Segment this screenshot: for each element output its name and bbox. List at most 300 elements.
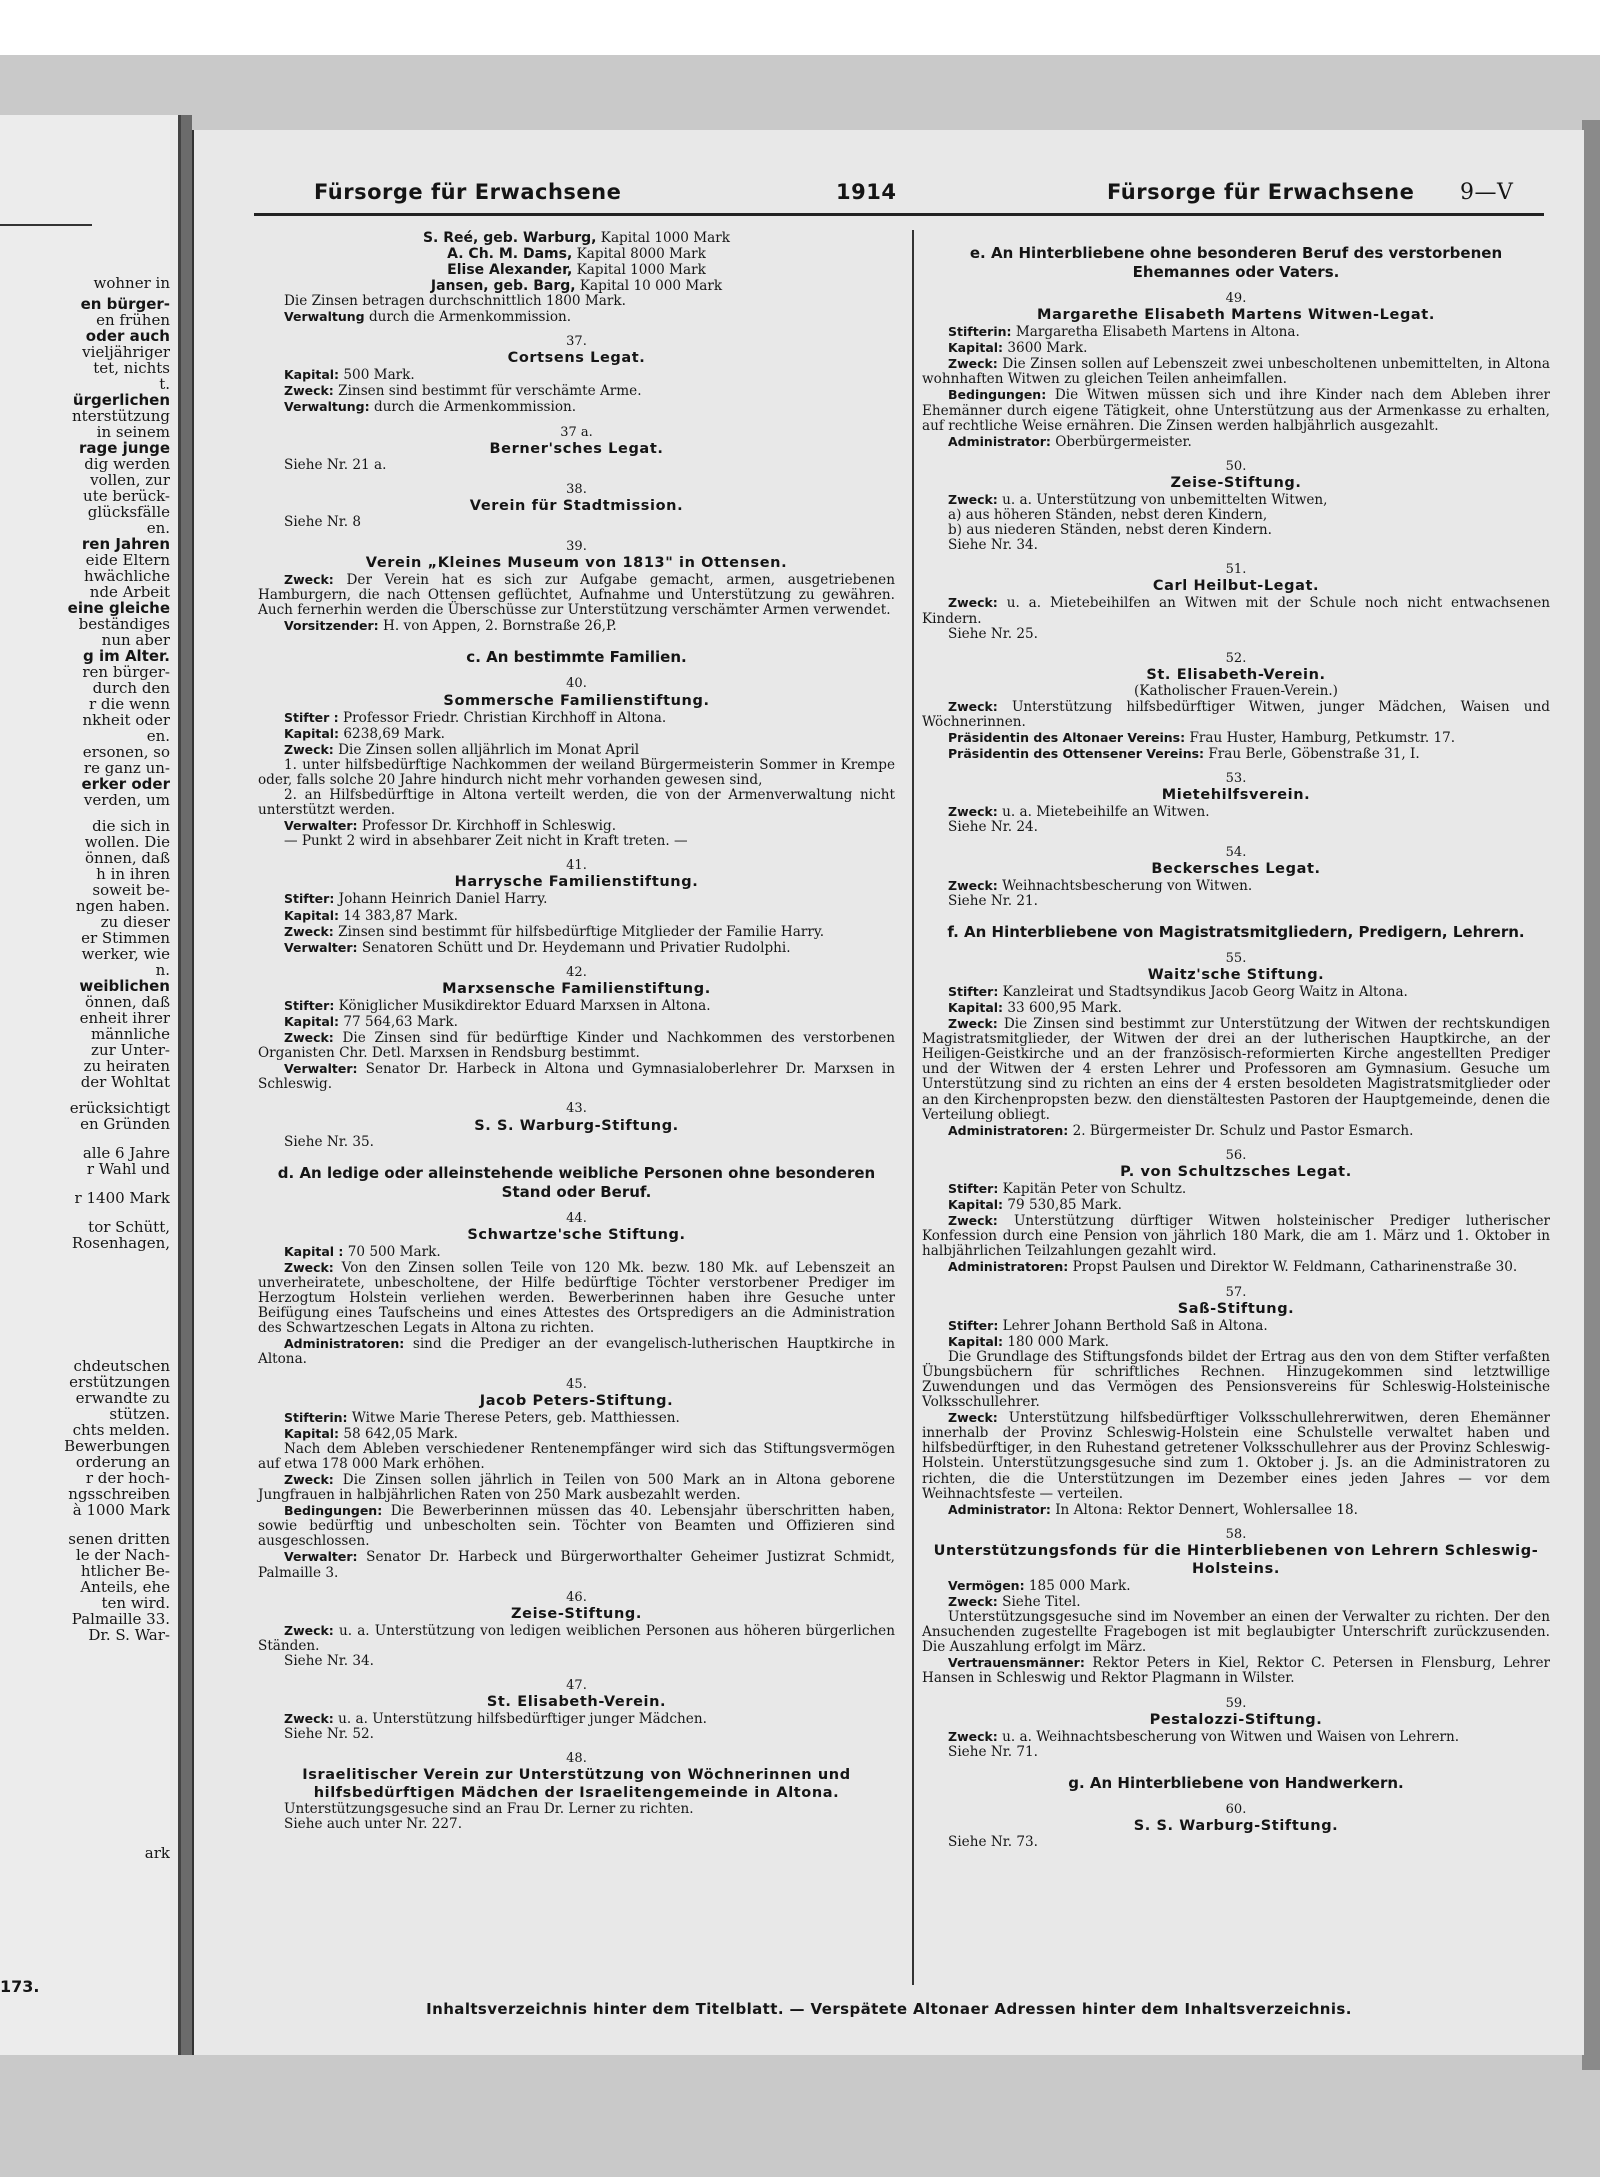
left-page-line: beständiges [78, 616, 170, 632]
entry-number: 38. [566, 481, 587, 497]
entry-number: 50. [1225, 458, 1247, 474]
left-page-line: ten wird. [101, 1595, 170, 1611]
left-page-line: durch den [92, 680, 170, 696]
left-page-line: oder auch [85, 328, 170, 344]
field-label: Zweck: [948, 804, 998, 820]
field-value: Die Zinsen sollen alljährlich im Monat April [338, 741, 640, 758]
entry-field [922, 1259, 1550, 1275]
left-page-fragment [0, 115, 181, 2055]
entry-field [922, 1000, 1550, 1016]
field-value: In Altona: Rektor Dennert, Wohlersallee 18. [1055, 1501, 1358, 1518]
entry-field [258, 1260, 895, 1336]
entry-field [922, 1655, 1550, 1686]
field-label: Verwalter: [284, 1549, 358, 1565]
entry-number: 39. [566, 538, 587, 554]
left-page-line: weiblichen [79, 978, 170, 994]
left-page-line: senen dritten [68, 1531, 170, 1547]
entry-title: Saß-Stiftung. [1177, 1300, 1295, 1317]
entry-number: 47. [566, 1678, 587, 1693]
field-value: Siehe Titel. [1002, 1594, 1081, 1610]
entry-field [258, 1014, 895, 1030]
entry-number: 57. [1225, 1284, 1247, 1300]
entry-field [258, 367, 895, 383]
field-label: Zweck: [948, 1594, 998, 1609]
field-label: Verwalter: [284, 939, 358, 955]
page-year: 1914 [836, 180, 897, 204]
field-label: Zweck: [948, 877, 998, 893]
entry-text: Siehe Nr. 8 [284, 513, 362, 530]
entry-number: 54. [1225, 844, 1247, 860]
entry-field [922, 434, 1550, 450]
entry-field [258, 726, 895, 742]
entry-field [258, 399, 895, 415]
left-page-line: tet, nichts [93, 360, 170, 376]
entry-field [258, 618, 895, 634]
field-value: Unterstützung dürftiger Witwen holsteinischer Prediger lutherischer Konfession durch eine Pension von jährlich 180 Mark, die am 1. März und 1. Oktober in halbjährlichen Teilzahlungen gezahlt wird. [922, 1213, 1550, 1260]
field-label: Kapital: [948, 1333, 1004, 1349]
field-value: 79 530,85 Mark. [1007, 1197, 1122, 1214]
entry-field [258, 1244, 895, 1260]
field-value: Zinsen sind bestimmt für verschämte Arme. [338, 383, 642, 400]
entry-title: Pestalozzi-Stiftung. [1149, 1711, 1323, 1728]
field-value: Witwe Marie Therese Peters, geb. Matthiessen. [351, 1409, 680, 1426]
field-label: Zweck: [284, 1259, 334, 1275]
left-page-line: önnen, daß [85, 994, 170, 1010]
field-value: 14 383,87 Mark. [343, 907, 458, 924]
field-label: Zweck: [284, 741, 334, 757]
field-label: Kapital: [284, 1014, 340, 1029]
field-label: Vorsitzender: [284, 618, 379, 634]
left-page-line: en Gründen [80, 1116, 170, 1132]
left-page-line: ngen haben. [75, 898, 170, 914]
left-page-line: rage junge [78, 440, 170, 456]
left-page-line: soweit be- [92, 882, 170, 898]
entry-field [922, 356, 1550, 387]
donor-line [258, 278, 895, 294]
left-page-line: eide Eltern [85, 552, 170, 568]
entry-field [258, 1549, 895, 1580]
entry-field [922, 1123, 1550, 1139]
entry-number: 52. [1225, 650, 1247, 666]
left-page-line: erwandte zu [75, 1390, 170, 1406]
field-label: Vertrauensmänner: [948, 1655, 1085, 1671]
entry-title: Verein „Kleines Museum von 1813" in Ottensen. [365, 555, 788, 572]
book-gutter [181, 115, 192, 2055]
entry-text: — Punkt 2 wird in absehbarer Zeit nicht in Kraft treten. — [284, 833, 688, 850]
field-label: Administrator: [948, 1501, 1051, 1517]
field-value: 500 Mark. [343, 367, 415, 384]
entry-title: Sommersche Familienstiftung. [443, 692, 710, 709]
entry-number: 53. [1225, 771, 1247, 787]
left-page-line: r Wahl und [86, 1161, 170, 1177]
entry-field [258, 1030, 895, 1061]
entry-field [258, 908, 895, 924]
entry-number: 49. [1225, 291, 1247, 306]
field-label: Stifterin: [948, 324, 1012, 340]
left-page-line: ark [144, 1845, 170, 1861]
entry-field [922, 699, 1550, 730]
entry-title: S. S. Warburg-Stiftung. [474, 1117, 679, 1134]
column-left [258, 230, 895, 1833]
entry-field [922, 324, 1550, 340]
entry-field [922, 340, 1550, 356]
left-page-rule [0, 224, 92, 226]
field-value: 77 564,63 Mark. [343, 1014, 458, 1030]
entry-number: 59. [1225, 1695, 1247, 1711]
field-label: Verwalter: [284, 818, 358, 834]
field-value: Propst Paulsen und Direktor W. Feldmann, Catharinenstraße 30. [1072, 1259, 1518, 1276]
entry-text: Siehe Nr. 35. [284, 1133, 374, 1150]
field-label: Administratoren: [284, 1336, 405, 1352]
field-label: Kapital: [284, 1425, 340, 1441]
entry-field [922, 746, 1550, 762]
running-title-right: Fürsorge für Erwachsene [1107, 180, 1415, 204]
left-page-line: zur Unter- [91, 1042, 170, 1058]
field-value: u. a. Mietebeihilfen an Witwen mit der Schule noch nicht entwachsenen Kindern. [922, 595, 1550, 627]
entry-field [258, 1410, 895, 1426]
entry-title: St. Elisabeth-Verein. [1146, 666, 1326, 683]
field-label: Verwalter: [284, 1061, 358, 1077]
field-label: Zweck: [948, 595, 998, 611]
entry-title: Zeise-Stiftung. [511, 1605, 642, 1622]
entry-title: Margarethe Elisabeth Martens Witwen-Legat. [1037, 307, 1435, 324]
entry-field [258, 1623, 895, 1654]
field-value: Senator Dr. Harbeck und Bürgerworthalter Geheimer Justizrat Schmidt, Palmaille 3. [258, 1549, 896, 1581]
entry-field [258, 940, 895, 956]
field-label: Zweck: [948, 1728, 998, 1744]
left-page-line: ngsschreiben [68, 1486, 170, 1502]
entry-text: Die Zinsen betragen durchschnittlich 1800 Mark. [284, 293, 626, 309]
entry-field [922, 1318, 1550, 1334]
field-value: u. a. Unterstützung von ledigen weiblichen Personen aus höheren bürgerlichen Ständen. [258, 1622, 895, 1654]
section-heading: e. An Hinterbliebene ohne besonderen Beruf des verstorbenen Ehemannes oder Vaters. [969, 244, 1503, 281]
entry-number: 46. [566, 1589, 587, 1605]
field-value: u. a. Unterstützung hilfsbedürftiger junger Mädchen. [338, 1711, 707, 1728]
field-value: 33 600,95 Mark. [1007, 1000, 1122, 1016]
left-page-line: r der hoch- [85, 1470, 170, 1486]
field-value: 58 642,05 Mark. [343, 1425, 458, 1442]
field-label: Bedingungen: [948, 387, 1047, 403]
field-label: Zweck: [284, 1030, 334, 1046]
left-page-line: zu dieser [100, 914, 170, 930]
field-value: 2. Bürgermeister Dr. Schulz und Pastor Esmarch. [1072, 1122, 1414, 1139]
entry-text: Siehe Nr. 71. [948, 1743, 1038, 1760]
field-label: Zweck: [948, 1410, 998, 1426]
left-page-line: tor Schütt, [88, 1219, 170, 1235]
section-heading: d. An ledige oder alleinstehende weibliche Personen ohne besonderen Stand oder Beruf. [277, 1163, 876, 1201]
entry-field [922, 1213, 1550, 1259]
entry-title: S. S. Warburg-Stiftung. [1133, 1817, 1339, 1834]
field-value: Johann Heinrich Daniel Harry. [338, 891, 548, 908]
field-label: Zweck: [948, 1016, 998, 1032]
field-label: Administrator: [948, 433, 1051, 449]
left-page-line: Palmaille 33. [71, 1611, 170, 1627]
entry-number: 44. [566, 1210, 587, 1226]
left-page-line: die sich in [92, 818, 170, 834]
entry-title: P. von Schultzsches Legat. [1120, 1163, 1352, 1180]
entry-field [258, 383, 895, 399]
entry-number: 56. [1225, 1147, 1247, 1163]
entry-field [258, 1061, 895, 1092]
field-label: Stifter: [948, 1180, 999, 1196]
left-page-line: in seinem [96, 424, 170, 440]
field-value: 70 500 Mark. [347, 1243, 441, 1260]
entry-field [922, 595, 1550, 626]
field-label: Kapital: [284, 367, 340, 383]
field-label: Zweck: [948, 356, 998, 372]
entry-title: St. Elisabeth-Verein. [486, 1694, 667, 1711]
document-page [192, 130, 1584, 2055]
entry-number: 43. [566, 1101, 587, 1117]
entry-number: 42. [566, 964, 587, 980]
field-value: Die Zinsen sind bestimmt zur Unterstützung der Witwen der rechtskundigen Magistratsmitglieder, der Witwen der drei an der lutherischen Hauptkirche, an der Heiligen-Geistkirche und an der französisch-reformierten Kirche angestellten Prediger und der Witwen der 4 ersten Lehrer und Professoren am Gymnasium. Gesuche um Unterstützung sind zu richten an eins der 4 ersten besoldeten Magistratsmitglieder oder an den Kirchenpropsten bezw. den dienstältesten Pastoren der Hauptgemeinde, denen die Verteilung obliegt. [922, 1016, 1550, 1123]
entry-paragraph: 2. an Hilfsbedürftige in Altona verteilt werden, die von der Armenverwaltung nicht unterstützt werden. [258, 786, 895, 819]
field-value: Weihnachtsbescherung von Witwen. [1002, 877, 1253, 894]
donor-capital: Kapital 1000 Mark [600, 230, 731, 246]
field-label: Zweck: [948, 698, 998, 714]
entry-field [258, 710, 895, 726]
field-value: Frau Berle, Göbenstraße 31, I. [1208, 746, 1420, 763]
entry-title: Berner'sches Legat. [489, 440, 664, 457]
section-heading: g. An Hinterbliebene von Handwerkern. [1068, 1773, 1404, 1792]
left-page-line: r die wenn [88, 696, 170, 712]
entry-field [258, 572, 895, 618]
entry-number: 55. [1225, 950, 1247, 966]
field-value: Professor Dr. Kirchhoff in Schleswig. [361, 818, 617, 835]
field-value: 185 000 Mark. [1028, 1577, 1131, 1594]
section-heading: c. An bestimmte Familien. [466, 648, 687, 667]
field-label: Präsidentin des Ottensener Vereins: [948, 746, 1205, 762]
entry-number: 58. [1225, 1526, 1247, 1542]
entry-paragraph: Unterstützungsgesuche sind an Frau Dr. Lerner zu richten. [284, 1801, 694, 1818]
entry-title: Cortsens Legat. [507, 350, 646, 367]
left-page-line: hwächliche [83, 568, 170, 584]
entry-text: Siehe Nr. 34. [948, 537, 1038, 554]
left-page-line: en frühen [96, 312, 170, 328]
field-value: Kanzleirat und Stadtsyndikus Jacob Georg Waitz in Altona. [1002, 983, 1408, 1000]
field-value: Oberbürgermeister. [1055, 433, 1192, 450]
entry-text: Siehe Nr. 73. [948, 1833, 1038, 1850]
page-footer-note: Inhaltsverzeichnis hinter dem Titelblatt. — Verspätete Altonaer Adressen hinter dem Inhaltsverzeichnis. [426, 2000, 1352, 2018]
entry-field [258, 1336, 895, 1367]
entry-number: 37. [566, 334, 587, 350]
left-page-line: wohner in [93, 275, 170, 291]
field-label: Zweck: [284, 1711, 334, 1727]
left-page-line: wollen. Die [84, 834, 170, 850]
field-value: Königlicher Musikdirektor Eduard Marxsen in Altona. [338, 997, 711, 1014]
field-value: Margaretha Elisabeth Martens in Altona. [1015, 324, 1300, 341]
field-label: Kapital: [948, 340, 1004, 356]
donor-line [258, 246, 895, 262]
entry-number: 41. [566, 858, 587, 874]
field-label: Bedingungen: [284, 1503, 383, 1519]
field-label: Kapital: [948, 1197, 1004, 1213]
field-label: Zweck: [284, 572, 334, 588]
field-label: Zweck: [948, 491, 998, 507]
field-label: Stifter: [284, 891, 335, 907]
entry-text: b) aus niederen Ständen, nebst deren Kindern. [948, 522, 1272, 539]
field-value: Rektor Peters in Kiel, Rektor C. Petersen in Flensburg, Lehrer Hansen in Schleswig und Rektor Plagmann in Wilster. [922, 1655, 1551, 1687]
entry-number: 60. [1225, 1801, 1247, 1817]
field-label: Zweck: [284, 923, 334, 939]
left-page-line: htlicher Be- [80, 1563, 170, 1579]
left-page-line: Dr. S. War- [88, 1627, 170, 1643]
left-page-line: nterstützung [72, 408, 170, 424]
entry-paragraph: Die Grundlage des Stiftungsfonds bildet der Ertrag aus den von dem Stifter verfaßten Übungsbüchern für schriftliches Rechnen. Hinzugekommen sind letztwillige Zuwendungen und das Vermögen des Pensionsvereins für Schleswig-Holsteinische Volksschullehrer. [922, 1348, 1550, 1411]
field-value: sind die Prediger an der evangelisch-lutherischen Hauptkirche in Altona. [258, 1336, 895, 1368]
entry-paragraph: 1. unter hilfsbedürftige Nachkommen der weiland Bürgermeisterin Sommer in Krempe oder, falls solche 20 Jahre hindurch nicht mehr vorhanden gewesen sind, [258, 756, 895, 788]
entry-text: Siehe auch unter Nr. 227. [284, 1816, 463, 1833]
field-label: Zweck: [284, 383, 334, 399]
left-page-line: enheit ihrer [79, 1010, 170, 1026]
field-label: Verwaltung [284, 309, 365, 325]
left-page-line: en bürger- [80, 296, 170, 312]
entry-text: Siehe Nr. 25. [948, 625, 1038, 642]
field-label: Präsidentin des Altonaer Vereins: [948, 730, 1186, 746]
donor-line [258, 230, 895, 246]
running-title-left: Fürsorge für Erwachsene [314, 180, 622, 204]
left-page-line: à 1000 Mark [72, 1502, 170, 1518]
field-value: Die Bewerberinnen müssen das 40. Lebensjahr überschritten haben, sowie bedürftig und unbescholten sein. Töchter von Beamten und Offizieren sind ausgeschlossen. [258, 1503, 895, 1550]
entry-field [922, 1502, 1550, 1518]
entry-field [922, 730, 1550, 746]
page-edge [1582, 120, 1600, 2070]
left-page-line: ürgerlichen [72, 392, 170, 408]
entry-title: Beckersches Legat. [1151, 860, 1321, 877]
entry-field [922, 387, 1550, 433]
donor-line [258, 262, 895, 278]
entry-field [922, 878, 1550, 894]
donor-name: S. Reé, geb. Warburg, [422, 230, 597, 246]
left-page-line: ersonen, so [82, 744, 170, 760]
left-page-line: orderung an [75, 1454, 170, 1470]
entry-title: Verein für Stadtmission. [469, 497, 684, 514]
column-divider [912, 230, 914, 1985]
field-value: Zinsen sind bestimmt für hilfsbedürftige Mitglieder der Familie Harry. [338, 923, 825, 940]
entry-number: 37 a. [560, 424, 593, 440]
field-label: Zweck: [284, 1622, 334, 1638]
left-page-line: h in ihren [96, 866, 170, 882]
left-page-line: t. [159, 376, 170, 392]
field-label: Stifter: [948, 983, 999, 999]
left-page-line: g im Alter. [82, 648, 170, 664]
entry-field [258, 309, 895, 325]
entry-field [922, 1410, 1550, 1502]
entry-field [922, 984, 1550, 1000]
entry-field [258, 742, 895, 758]
left-page-line: r 1400 Mark [74, 1190, 170, 1206]
field-label: Stifter: [284, 997, 335, 1013]
entry-text: a) aus höheren Ständen, nebst deren Kindern, [948, 507, 1268, 524]
left-page-line: zu heiraten [83, 1058, 170, 1074]
entry-title: Carl Heilbut-Legat. [1152, 578, 1320, 595]
entry-number: 48. [566, 1751, 587, 1767]
entry-text: Siehe Nr. 21. [948, 892, 1038, 909]
field-value: 180 000 Mark. [1007, 1333, 1110, 1350]
field-value: Der Verein hat es sich zur Aufgabe gemacht, armen, ausgetriebenen Hamburgern, die nach Ottensen geflüchtet, Aufnahme und Unterstützung zu gewähren. Auch fernerhin werden die Überschüsse zur Unterstützung verschämter Armen verwendet. [258, 572, 895, 619]
field-value: Frau Huster, Hamburg, Petkumstr. 17. [1189, 730, 1456, 747]
left-page-line: alle 6 Jahre [82, 1145, 170, 1161]
left-page-line: chdeutschen [73, 1358, 170, 1374]
scan-background [0, 0, 1600, 55]
left-page-line: n. [155, 962, 170, 978]
left-page-line: nde Arbeit [89, 584, 170, 600]
left-page-line: glücksfälle [87, 504, 170, 520]
field-value: Unterstützung hilfsbedürftiger Witwen, junger Mädchen, Waisen und Wöchnerinnen. [922, 698, 1550, 730]
entry-text: Siehe Nr. 52. [284, 1726, 374, 1743]
entry-number: 45. [566, 1376, 587, 1392]
entry-field [922, 1181, 1550, 1197]
entry-field [258, 1472, 895, 1503]
left-page-line: önnen, daß [85, 850, 170, 866]
entry-field [258, 1426, 895, 1442]
field-value: Die Zinsen sind für bedürftige Kinder und Nachkommen des verstorbenen Organisten Chr. Detl. Marxsen in Rendsburg bestimmt. [258, 1030, 896, 1062]
field-value: 3600 Mark. [1007, 340, 1088, 357]
left-page-line: stützen. [109, 1406, 170, 1422]
left-page-line: en. [146, 520, 170, 536]
field-value: u. a. Unterstützung von unbemittelten Witwen, [1002, 491, 1328, 508]
donor-name: Jansen, geb. Barg, [430, 278, 576, 294]
field-value: Kapitän Peter von Schultz. [1002, 1180, 1187, 1197]
column-right [922, 230, 1550, 1850]
left-page-line: männliche [90, 1026, 170, 1042]
field-label: Administratoren: [948, 1259, 1069, 1275]
field-value: Die Witwen müssen sich und ihre Kinder nach dem Ableben ihrer Ehemänner durch eigene Tätigkeit, ohne Unterstützung aus der Armenkasse zu erhalten, auf rechtliche Weise ernähren. Die Zinsen werden halbjährlich ausgezahlt. [922, 387, 1550, 434]
field-value: Senator Dr. Harbeck in Altona und Gymnasialoberlehrer Dr. Marxsen in Schleswig. [258, 1061, 895, 1093]
entry-paragraph: Unterstützungsgesuche sind im November an einen der Verwalter zu richten. Der den Ansuchenden zugestellte Fragebogen ist mit beglaubigter Unterschrift zurückzusenden. Die Auszahlung erfolgt im März. [922, 1609, 1550, 1656]
left-page-number: 173. [0, 1977, 40, 1996]
field-value: durch die Armenkommission. [368, 309, 572, 326]
entry-field [258, 1503, 895, 1549]
field-value: u. a. Mietebeihilfe an Witwen. [1002, 804, 1210, 821]
left-page-line: Anteils, ehe [80, 1579, 170, 1595]
entry-field [922, 1197, 1550, 1213]
field-value: durch die Armenkommission. [373, 399, 577, 416]
left-page-line: nun aber [101, 632, 170, 648]
left-page-line: vieljähriger [82, 344, 170, 360]
entry-field [258, 924, 895, 940]
entry-title: Jacob Peters-Stiftung. [479, 1392, 674, 1409]
entry-text: Siehe Nr. 21 a. [284, 456, 387, 473]
entry-subtitle: (Katholischer Frauen-Verein.) [1134, 682, 1338, 699]
entry-field [922, 1729, 1550, 1745]
left-page-line: werker, wie [81, 946, 170, 962]
entry-title: Unterstützungsfonds für die Hinterbliebenen von Lehrern Schleswig-Holsteins. [933, 1542, 1539, 1577]
entry-paragraph: Nach dem Ableben verschiedener Rentenempfänger wird sich das Stiftungsvermögen auf etwa 178 000 Mark erhöhen. [258, 1440, 895, 1472]
entry-title: Zeise-Stiftung. [1170, 474, 1302, 491]
field-label: Kapital : [284, 1243, 344, 1259]
left-page-line: dig werden [84, 456, 170, 472]
field-label: Verwaltung: [284, 399, 370, 415]
entry-text: Siehe Nr. 34. [284, 1652, 374, 1669]
left-page-line: verden, um [83, 792, 170, 808]
left-page-line: ren bürger- [82, 664, 170, 680]
entry-field [922, 1334, 1550, 1350]
left-page-line: er Stimmen [81, 930, 170, 946]
left-page-line: Bewerbungen [64, 1438, 170, 1454]
entry-title: Mietehilfsverein. [1161, 787, 1311, 804]
entry-number: 40. [566, 676, 587, 692]
left-page-line: erker oder [81, 776, 170, 792]
field-label: Kapital: [284, 907, 340, 923]
entry-title: Israelitischer Verein zur Unterstützung von Wöchnerinnen und hilfsbedürftigen Mädchen der Israelitengemeinde in Altona. [302, 1767, 851, 1802]
left-page-line: eine gleiche [67, 600, 170, 616]
left-page-line: der Wohltat [80, 1074, 170, 1090]
left-page-line: erstützungen [69, 1374, 170, 1390]
section-heading: f. An Hinterbliebene von Magistratsmitgliedern, Predigern, Lehrern. [947, 922, 1525, 941]
field-value: Senatoren Schütt und Dr. Heydemann und Privatier Rudolphi. [361, 939, 791, 956]
entry-field [922, 804, 1550, 820]
